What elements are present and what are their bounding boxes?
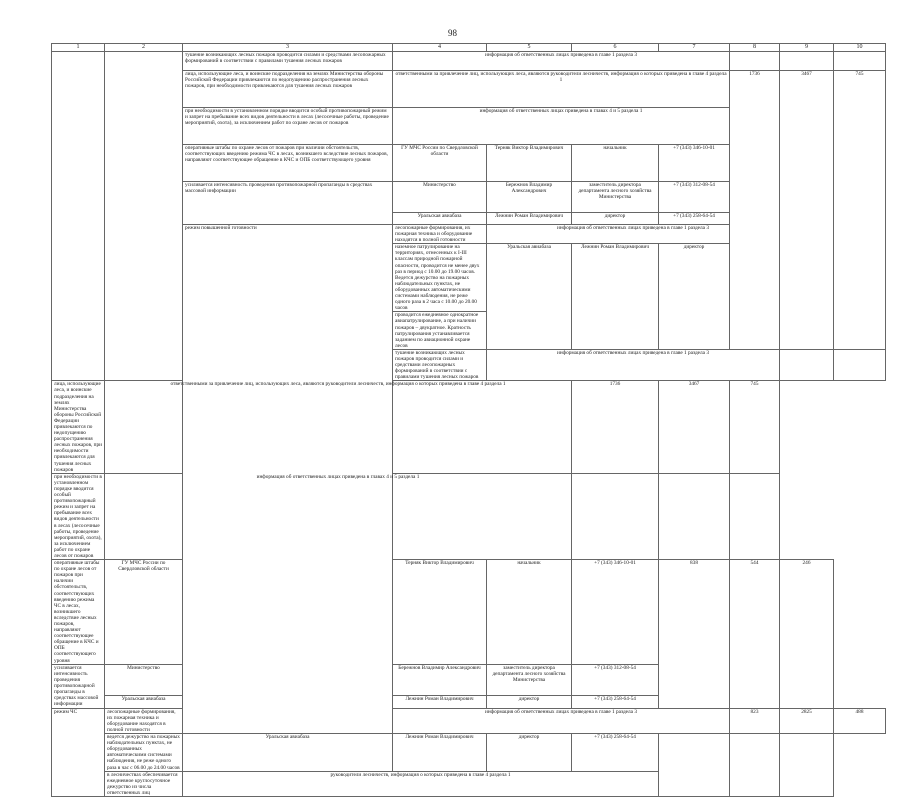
column-header: 8 xyxy=(730,44,780,52)
table-cell: +7 (343) 346-10-01 xyxy=(572,560,659,665)
table-cell: лесопожарные формирования, их пожарная техника и оборудование находятся в полной готовности xyxy=(393,225,487,244)
table-cell: +7 (343) 312-08-54 xyxy=(572,664,659,695)
table-cell: начальник xyxy=(572,145,659,182)
document-table xyxy=(51,43,886,797)
column-header: 5 xyxy=(487,44,572,52)
table-cell: Лежнин Роман Владимирович xyxy=(393,695,487,708)
table-row xyxy=(52,381,886,473)
table-cell: 246 xyxy=(780,560,834,709)
table-cell: +7 (343) 258-64-54 xyxy=(572,734,659,772)
table-cell: ведется дежурство на пожарных наблюдательных пунктах, не оборудованных автоматическими системами наблюдения, не реже одного раза в час с 06.00 до 24.00 часов xyxy=(105,734,183,772)
table-cell xyxy=(572,473,659,559)
table-cell: информация об ответственных лицах приведена в главе 1 раздела 3 xyxy=(487,225,780,244)
table-cell: режим ЧС xyxy=(52,708,105,796)
table-cell: 745 xyxy=(834,71,886,350)
column-header: 4 xyxy=(393,44,487,52)
table-cell: тушение возникающих лесных пожаров проводится силами и средствами лесопожарных формирований в соответствии с правилами тушения лесных пожаров xyxy=(183,52,393,71)
table-cell: 823 xyxy=(730,708,780,733)
table-cell: в лесничествах обеспечивается ежедневное круглосуточное дежурство из числа ответственных лиц xyxy=(105,771,183,796)
table-cell: Лежнин Роман Владимирович xyxy=(393,734,487,772)
table-cell: информация об ответственных лицах приведена в главах 4 и 5 раздела 1 xyxy=(105,473,572,559)
table-cell: 544 xyxy=(730,560,780,709)
table-cell: тушение возникающих лесных пожаров проводится силами и средствами лесопожарных формирований в соответствии с правилами тушения лесных пожаров xyxy=(393,349,487,380)
column-header: 10 xyxy=(834,44,886,52)
table-cell: Уральская авиабаза xyxy=(487,244,572,350)
column-header: 6 xyxy=(572,44,659,52)
table-cell: при необходимости в установленном порядке вводится особый противопожарный режим и запрет на пребывание всех видов деятельности в лесах (лесосечные работы, проведение мероприятий, охота), за исключением работ по охране лесов от пожаров xyxy=(183,108,393,145)
table-cell: Лежнин Роман Владимирович xyxy=(487,213,572,225)
table-cell: Уральская авиабаза xyxy=(393,213,487,225)
table-cell: Терняк Виктор Владимирович xyxy=(487,145,572,182)
table-cell: информация об ответственных лицах приведена в главе 1 раздела 3 xyxy=(393,52,730,71)
table-cell: оперативные штабы по охране лесов от пожаров при наличии обстоятельств, соответствующих введению режима ЧС в лесах, возникшего вследствие лесных пожаров, направляют соответствующее обращение в КЧС и ОПБ соответствующего уровня xyxy=(183,145,393,182)
table-cell xyxy=(780,349,834,380)
table-cell xyxy=(730,52,780,71)
table-cell: ответственными за привлечение лиц, использующих леса, являются руководители лесничеств, информация о которых приведена в главе 4 раздела 1 xyxy=(105,381,572,473)
table-cell: директор xyxy=(487,734,572,772)
table-cell: усиливается интенсивность проведения противопожарной пропаганды в средствах массовой информации xyxy=(52,664,105,708)
table-cell: руководители лесничеств, информация о которых приведена в главе 4 раздела 1 xyxy=(183,771,659,796)
table-cell xyxy=(659,734,730,797)
table-cell xyxy=(105,52,183,381)
table-cell: +7 (343) 258-64-54 xyxy=(659,213,730,225)
table-row xyxy=(52,52,886,71)
table-cell: Уральская авиабаза xyxy=(183,734,393,772)
table-cell: +7 (343) 258-64-54 xyxy=(572,695,659,708)
table-cell xyxy=(52,52,105,381)
table-row xyxy=(52,560,886,665)
table-row xyxy=(52,708,886,733)
table-cell xyxy=(730,734,780,797)
table-cell xyxy=(730,473,780,559)
table-cell: ГУ МЧС России по Свердловской области xyxy=(393,145,487,182)
table-cell: информация об ответственных лицах приведена в главе 1 раздела 3 xyxy=(487,349,780,380)
table-header-row xyxy=(52,44,886,52)
table-cell: оперативные штабы по охране лесов от пожаров при наличии обстоятельств, соответствующих введению режима ЧС в лесах, возникшего вследствие лесных пожаров, направляют соответствующее обращение в КЧС и ОПБ соответствующего уровня xyxy=(52,560,105,665)
table-cell: 2825 xyxy=(780,708,834,733)
table-cell: директор xyxy=(659,244,730,350)
table-cell: 3467 xyxy=(659,381,730,473)
column-header: 7 xyxy=(659,44,730,52)
table-cell: +7 (343) 346-10-01 xyxy=(659,145,730,182)
table-cell: лесопожарные формирования, их пожарная техника и оборудование находятся в полной готовности xyxy=(105,708,183,733)
table-cell xyxy=(834,52,886,71)
column-header: 9 xyxy=(780,44,834,52)
table-cell: 838 xyxy=(659,560,730,709)
table-cell: Лежнин Роман Владимирович xyxy=(572,244,659,350)
table-cell xyxy=(834,349,886,380)
table-cell: лица, использующие леса, и воинские подразделения на землях Министерства обороны Российской Федерации привлекаются по недопущению распространения лесных пожаров, при необходимости привлекаются для тушения лесных пожаров xyxy=(52,381,105,473)
table-cell: ГУ МЧС России по Свердловской области xyxy=(105,560,183,665)
table-cell: при необходимости в установленном порядке вводится особый противопожарный режим и запрет на пребывание всех видов деятельности в лесах (лесосечные работы, проведение мероприятий, охота), за исключением работ по охране лесов от пожаров xyxy=(52,473,105,559)
table-cell: директор xyxy=(487,695,572,708)
page-number: 98 xyxy=(448,28,457,38)
column-header: 1 xyxy=(52,44,105,52)
table-cell: заместитель директора департамента лесного хозяйства Министерства xyxy=(487,664,572,695)
table-cell: директор xyxy=(572,213,659,225)
table-cell: лица, использующие леса, и воинские подразделения на землях Министерства обороны Российской Федерации привлекаются по недопущению распространения лесных пожаров, при необходимости привлекаются для тушения лесных пожаров xyxy=(183,71,393,108)
table-cell: проводится ежедневное однократное авиапатрулирование, а при наличии пожаров – двукратное. Кратность патрулирования устанавливается заданием по авиационной охране лесов xyxy=(393,312,487,350)
table-row xyxy=(52,734,886,772)
table-cell: 488 xyxy=(834,708,886,733)
table-cell: режим повышенной готовности xyxy=(183,225,393,734)
table-cell: усиливается интенсивность проведения противопожарной пропаганды в средствах массовой информации xyxy=(183,182,393,225)
column-header: 3 xyxy=(183,44,393,52)
table-cell: заместитель директора департамента лесного хозяйства Министерства xyxy=(572,182,659,213)
table-cell xyxy=(780,734,834,797)
table-cell: +7 (343) 312-08-54 xyxy=(659,182,730,213)
table-cell: 745 xyxy=(730,381,780,473)
table-cell: информация об ответственных лицах приведена в главе 1 раздела 3 xyxy=(393,708,730,733)
column-header: 2 xyxy=(105,44,183,52)
table-cell: начальник xyxy=(487,560,572,665)
table-cell: Министерство xyxy=(393,182,487,213)
table-cell: Уральская авиабаза xyxy=(105,695,183,708)
table-row xyxy=(52,473,886,559)
table-cell: информация об ответственных лицах приведена в главах 4 и 5 раздела 1 xyxy=(393,108,730,145)
table-cell: 3467 xyxy=(780,71,834,350)
table-cell: 1736 xyxy=(730,71,780,350)
table-cell: 1736 xyxy=(572,381,659,473)
table-cell: Бережнов Владимир Александрович xyxy=(487,182,572,213)
table-cell: наземное патрулирование на территориях, отнесенных к I-III классам природной пожарной опасности, проводится не менее двух раз в период с 10.00 до 19.00 часов. Ведется дежурство на пожарных наблюдательных пунктах, не оборудованных автоматическими системами наблюдения, не реже одного раза в 2 часа с 10.00 до 20.00 часов xyxy=(393,244,487,312)
table-cell xyxy=(780,52,834,71)
table-cell: Министерство xyxy=(105,664,183,695)
table-cell: Бережнов Владимир Александрович xyxy=(393,664,487,695)
table-cell xyxy=(659,473,730,559)
table-cell: ответственными за привлечение лиц, использующих леса, являются руководители лесничеств, информация о которых приведена в главе 4 раздела 1 xyxy=(393,71,730,108)
table-cell: Терняк Виктор Владимирович xyxy=(393,560,487,665)
